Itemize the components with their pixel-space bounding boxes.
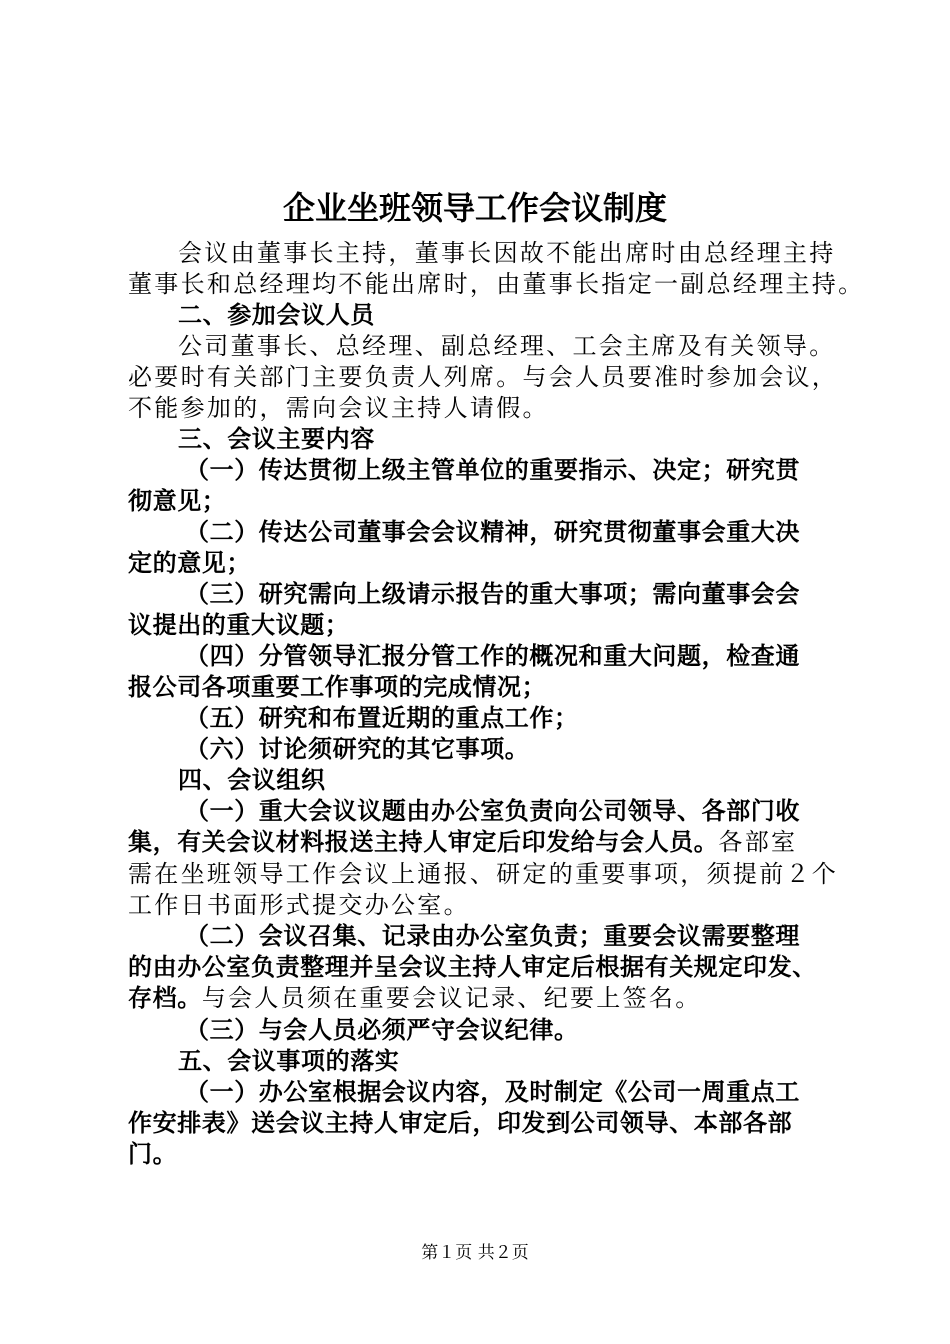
paragraph-line: 会议由董事长主持，董事长因故不能出席时由总经理主持	[178, 239, 836, 267]
list-item-line: （三）研究需向上级请示报告的重大事项；需向董事会会	[185, 580, 800, 608]
list-item-line: （一）重大会议议题由办公室负责向公司领导、各部门收	[185, 797, 800, 825]
paragraph-line: 必要时有关部门主要负责人列席。与会人员要准时参加会议，	[128, 363, 839, 391]
list-item-line: 门。	[128, 1140, 178, 1168]
mixed-line	[128, 827, 832, 859]
section-heading: 三、会议主要内容	[178, 425, 375, 453]
list-item-line: 的由办公室负责整理并呈会议主持人审定后根据有关规定印发、	[128, 953, 817, 981]
list-item-line: （二）传达公司董事会会议精神，研究贯彻董事会重大决	[185, 518, 800, 546]
document-title: 企业坐班领导工作会议制度	[282, 189, 667, 227]
list-item-line: 作安排表》送会议主持人审定后，印发到公司领导、本部各部	[128, 1109, 793, 1137]
list-item-text: 集，有关会议材料报送主持人审定后印发给与会人员。	[128, 828, 719, 856]
section-heading: 四、会议组织	[178, 766, 326, 794]
list-item-line: （五）研究和布置近期的重点工作；	[185, 704, 579, 732]
paragraph-line: 工作日书面形式提交办公室。	[128, 891, 470, 919]
paragraph-line: 董事长和总经理均不能出席时，由董事长指定一副总经理主持。	[128, 270, 865, 298]
paragraph-line: 公司董事长、总经理、副总经理、工会主席及有关领导。	[178, 332, 836, 360]
paragraph-line: 不能参加的，需向会议主持人请假。	[128, 394, 549, 422]
list-item-line: 议提出的重大议题；	[128, 611, 350, 639]
paragraph-text: 与会人员须在重要会议记录、纪要上签名。	[201, 984, 702, 1012]
list-item-line: （三）与会人员必须严守会议纪律。	[185, 1016, 579, 1044]
list-item-line: （一）办公室根据会议内容，及时制定《公司一周重点工	[185, 1078, 800, 1106]
page-number-footer: 第１页 共２页	[421, 1243, 529, 1263]
paragraph-line: 需在坐班领导工作会议上通报、研定的重要事项，须提前２个	[128, 860, 839, 888]
document-body	[128, 238, 865, 1170]
list-item-line: 彻意见；	[128, 487, 227, 515]
section-heading: 二、参加会议人员	[178, 301, 375, 329]
list-item-line: （一）传达贯彻上级主管单位的重要指示、决定；研究贯	[185, 456, 800, 484]
list-item-line: （四）分管领导汇报分管工作的概况和重大问题，检查通	[185, 642, 800, 670]
list-item-line: 报公司各项重要工作事项的完成情况；	[128, 673, 547, 701]
section-heading: 五、会议事项的落实	[178, 1047, 400, 1075]
mixed-line	[128, 983, 832, 1015]
paragraph-text: 各部室	[718, 828, 798, 856]
list-item-line: （二）会议召集、记录由办公室负责；重要会议需要整理	[185, 922, 800, 950]
list-item-line: 定的意见；	[128, 549, 251, 577]
list-item-line: （六）讨论须研究的其它事项。	[185, 735, 530, 763]
list-item-text: 存档。	[128, 984, 202, 1012]
